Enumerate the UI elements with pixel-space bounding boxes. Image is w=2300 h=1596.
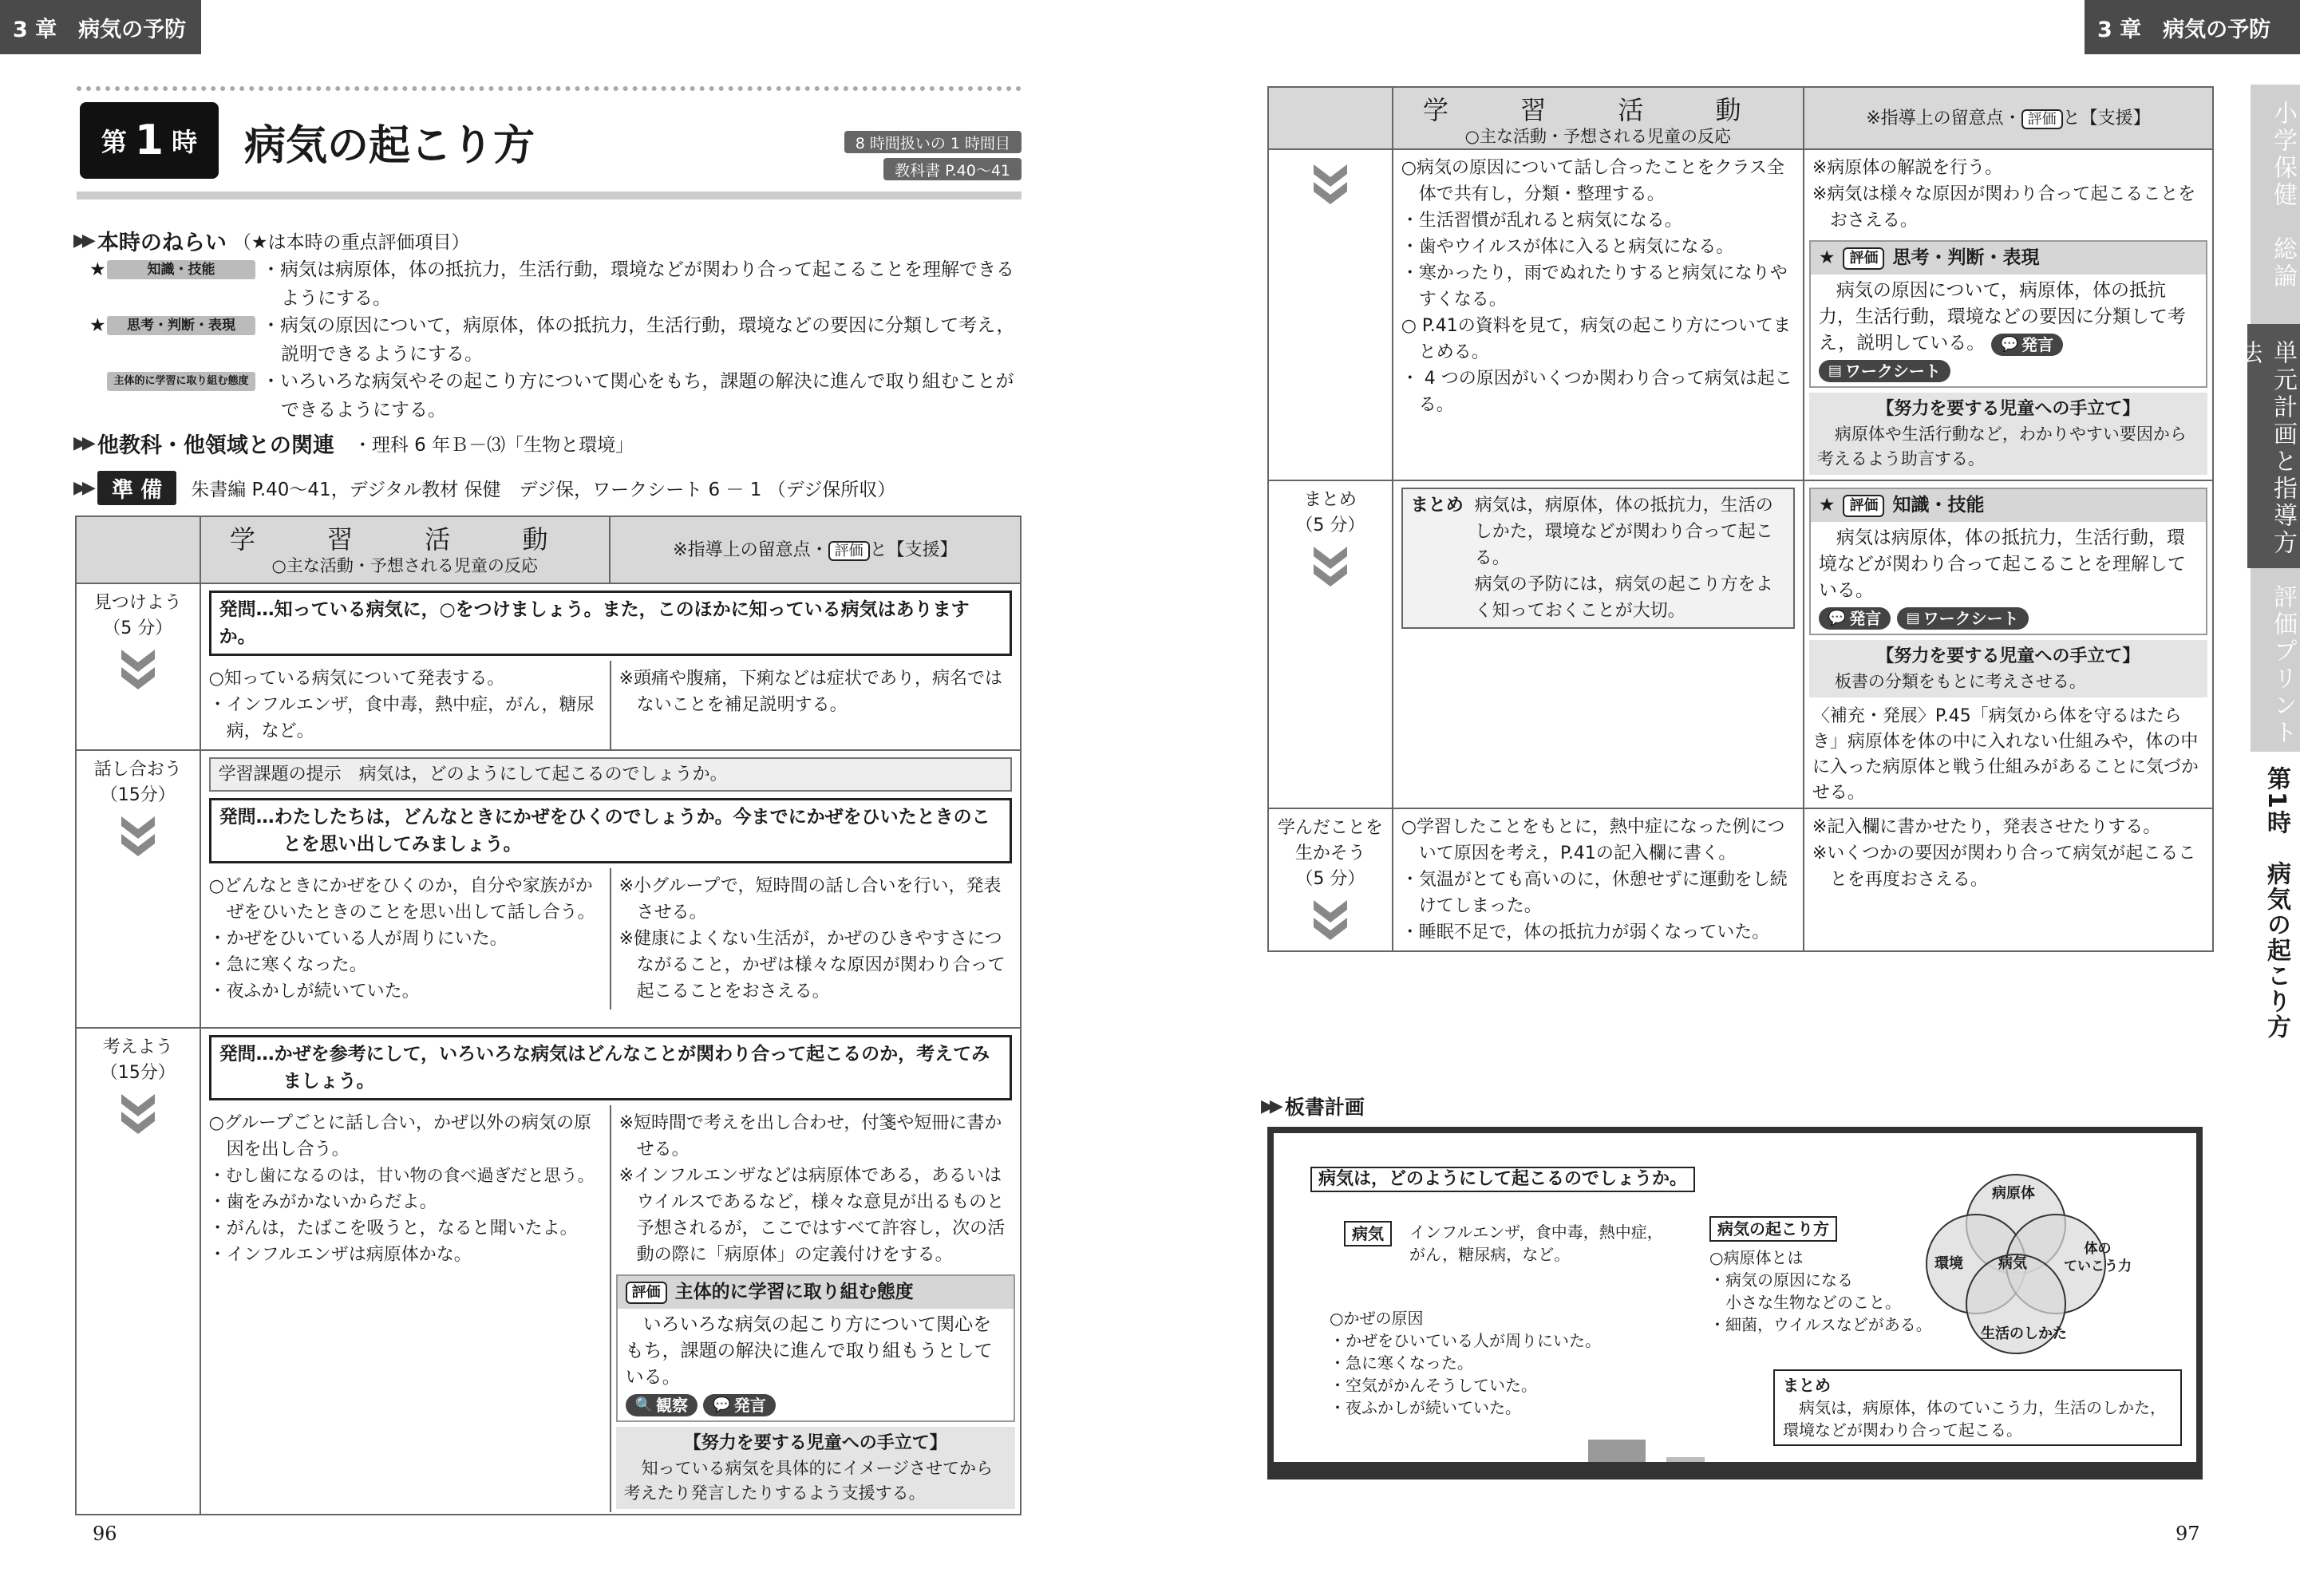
summary-box — [1401, 488, 1795, 629]
support-body: 板書の分類をもとに考えさせる。 — [1834, 672, 2086, 691]
note-line: ※いくつかの要因が関わり合って病気が起こることを再度おさえる。 — [1812, 843, 2196, 890]
chip-row — [1819, 604, 2198, 630]
eval-title: 主体的に学習に取り組む態度 — [674, 1282, 914, 1302]
question-text: 発問…わたしたちは，どんなときにかぜをひくのでしょうか。今までにかぜをひいたときのことを思い出してみましょう。 — [219, 807, 990, 855]
aim-badge: 主体的に学習に取り組む態度 — [107, 372, 255, 391]
question-text: 発問…かぜを参考にして，いろいろな病気はどんなことが関わり合って起こるのか，考えてみましょう。 — [219, 1044, 990, 1092]
table-row — [1268, 480, 2213, 808]
stage-label: 見つけよう — [93, 593, 182, 613]
board-how-text — [1709, 1246, 1932, 1336]
aim-badge: 知識・技能 — [107, 260, 255, 279]
board-how-label: 病気の起こり方 — [1709, 1216, 1837, 1242]
blackboard — [1267, 1127, 2203, 1479]
board-disease-label: 病気 — [1344, 1221, 1392, 1246]
activity-header-sub: ○主な活動・予想される児童の反応 — [1464, 127, 1731, 146]
activity-cell — [1393, 149, 1804, 480]
speech-bubble-icon: 💬 — [1828, 610, 1847, 626]
question-text: 発問…知っている病気に，○をつけましょう。また，このほかに知っている病気はありますか。 — [219, 599, 970, 647]
activity-header-label: 学 習 活 動 — [229, 524, 580, 555]
chip-label: 発言 — [1849, 609, 1882, 628]
board-line: インフルエンザ，食中毒，熱中症， — [1409, 1223, 1663, 1242]
chip-label: 観察 — [656, 1396, 688, 1415]
side-lesson-title: 第1時 病気の起こり方 — [2262, 766, 2290, 1040]
textbook-badge: 教科書 P.40～41 — [883, 158, 1022, 180]
board-cold-causes — [1330, 1307, 1601, 1419]
support-head: 【努力を要する児童への手立て】 — [1876, 399, 2140, 419]
arrow-icon: ▶▶ — [1261, 1096, 1278, 1116]
row-content — [200, 750, 1021, 1028]
table-row — [76, 1028, 1021, 1515]
board-line: ○病原体とは — [1709, 1248, 1804, 1267]
chevron-down-icon — [120, 1092, 156, 1137]
eval-text: 病気の原因について，病原体，体の抵抗力，生活行動，環境などの要因に分類して考え，説明している。 — [1818, 280, 2186, 354]
aim-item — [89, 367, 1023, 425]
chapter-tab-label: 3 章 病気の予防 — [13, 17, 187, 42]
support-box — [1809, 640, 2207, 697]
title-top-rule — [77, 86, 1022, 91]
activity-line: ・かぜをひいている人が周りにいた。 — [208, 929, 508, 949]
star-icon — [89, 367, 107, 425]
eval-body — [1811, 522, 2206, 634]
chapter-tab-label: 3 章 病気の予防 — [2097, 17, 2271, 42]
support-box — [616, 1427, 1015, 1509]
row-split — [201, 1105, 1020, 1512]
board-line: ・病気の原因になる — [1709, 1270, 1853, 1290]
activity-line: ・歯をみがかないからだよ。 — [208, 1192, 437, 1212]
eval-tag: 評価 — [1843, 495, 1884, 517]
board-line: がん，糖尿病，など。 — [1409, 1245, 1571, 1264]
aim-text: ・病気は病原体，体の抵抗力，生活行動，環境などが関わり合って起こることを理解できるようにする。 — [262, 259, 1014, 309]
lesson-number-box — [80, 102, 219, 179]
activity-line: ・むし歯になるのは，甘い物の食べ過ぎだと思う。 — [208, 1166, 595, 1185]
venn-label-bottom: 生活のしかた — [1981, 1325, 2067, 1342]
activity-table-right — [1267, 86, 2214, 952]
row-split — [201, 868, 1020, 1009]
star-icon: ★ — [89, 259, 106, 280]
board-line: 環境などが関わり合って起こる。 — [1783, 1420, 2022, 1440]
activity-cell — [1393, 808, 1804, 951]
stage-label: 話し合おう — [93, 760, 182, 780]
notes-cell — [1804, 808, 2213, 951]
prep-text: 朱書編 P.40～41，デジタル教材 保健 デジ保，ワークシート 6 － 1 （デジ保所収） — [191, 480, 896, 500]
task-box: 学習課題の提示 病気は，どのようにして起こるのでしょうか。 — [209, 757, 1012, 792]
aims-note: （★は本時の重点評価項目） — [232, 232, 470, 253]
board-line: ・細菌，ウイルスなどがある。 — [1709, 1315, 1932, 1334]
chip-speak — [1991, 334, 2063, 356]
activity-cell — [1393, 480, 1804, 808]
venn-label-right: 体の ていこう力 — [2064, 1241, 2132, 1274]
row-content — [200, 583, 1021, 750]
side-tab-label: 小学保健 総論 — [2269, 101, 2297, 290]
extension-note: 〈補充・発展〉P.45「病気から体を守るはたらき」病原体を体の中に入れない仕組みや，体の中に入った病原体と戦う仕組みがあることに気づかせる。 — [1812, 706, 2199, 803]
relation-title: 他教科・他領域との関連 — [97, 433, 334, 458]
table-row — [1268, 808, 2213, 951]
support-body: 知っている病気を具体的にイメージさせてから考えたり発言したりするよう支援する。 — [623, 1459, 993, 1503]
stage-cell — [76, 1028, 200, 1515]
table-header-activity — [1393, 87, 1804, 149]
eval-title: 思考・判断・表現 — [1892, 247, 2040, 268]
stage-time: （15分） — [100, 1063, 176, 1083]
stage-cell — [1268, 808, 1393, 951]
side-tab-label: 単元計画と指導方法 — [2234, 340, 2297, 557]
row-split — [201, 661, 1020, 749]
board-line: ・夜ふかしが続いていた。 — [1330, 1398, 1521, 1417]
note-line: ※短時間で考えを出し合わせ，付箋や短冊に書かせる。 — [618, 1113, 1002, 1159]
table-header-stage — [76, 516, 200, 583]
table-header-activity — [200, 516, 610, 583]
notes-cell — [1804, 149, 2213, 480]
board-line: 小さな生物などのこと。 — [1709, 1293, 1901, 1312]
activity-line: ・気温がとても高いのに，休憩せずに運動をし続けてしまった。 — [1401, 870, 1788, 916]
chevron-down-icon — [120, 648, 156, 693]
board-line: ・空気がかんそうしていた。 — [1330, 1376, 1537, 1395]
magnifier-icon: 🔍 — [634, 1396, 653, 1413]
note-line: ※頭痛や腹痛，下痢などは症状であり，病名ではないことを補足説明する。 — [618, 669, 1003, 715]
eval-tag: 評価 — [2021, 109, 2063, 129]
activity-line: ・インフルエンザ，食中毒，熱中症，がん，糖尿病，など。 — [208, 695, 595, 741]
stage-cell — [76, 750, 200, 1028]
speech-bubble-icon: 💬 — [2000, 336, 2018, 353]
note-line: ※病原体の解説を行う。 — [1812, 158, 2003, 178]
lesson-suffix: 時 — [172, 127, 198, 157]
eval-text: 病気は病原体，体の抵抗力，生活行動，環境などが関わり合って起こることを理解している。 — [1818, 527, 2186, 601]
support-head: 【努力を要する児童への手立て】 — [683, 1433, 947, 1453]
stage-cell — [76, 583, 200, 750]
table-header-notes — [1804, 87, 2213, 149]
stage-label: 学んだことを生かそう — [1277, 818, 1383, 863]
aims-title: 本時のねらい — [97, 231, 227, 255]
eval-tag: 評価 — [626, 1282, 667, 1304]
activity-cell — [201, 868, 611, 1009]
board-line: ○かぜの原因 — [1330, 1309, 1424, 1328]
eval-head — [1811, 489, 2206, 522]
side-tab-label: 評価プリント — [2269, 584, 2297, 747]
chip-speak — [703, 1394, 775, 1416]
activity-line: ・急に寒くなった。 — [208, 955, 367, 975]
title-bottom-rule — [77, 192, 1022, 200]
stage-label: まとめ — [1303, 490, 1357, 510]
activity-line: ○知っている病気について発表する。 — [208, 669, 505, 689]
eval-head — [1811, 242, 2206, 275]
aim-text: ・いろいろな病気やその起こり方について関心をもち，課題の解決に進んで取り組むことができるようにする。 — [262, 371, 1014, 421]
notes-header-post: と【支援】 — [869, 539, 958, 560]
notes-cell — [611, 868, 1020, 1009]
eval-head — [618, 1276, 1014, 1309]
support-body: 病原体や生活行動など，わかりやすい要因から考えるよう助言する。 — [1816, 425, 2187, 468]
table-header-notes — [610, 516, 1021, 583]
activity-line: ・歯やウイルスが体に入ると病気になる。 — [1401, 237, 1734, 257]
board-disease-text — [1409, 1221, 1663, 1266]
prep-heading — [73, 471, 895, 505]
stage-time: （15分） — [100, 785, 176, 805]
summary-line: 病気の予防には，病気の起こり方をよく知っておくことが大切。 — [1474, 575, 1773, 621]
board-heading — [1261, 1092, 1365, 1120]
activity-table-left — [75, 516, 1022, 1515]
aim-item — [89, 311, 1023, 369]
lesson-title: 病気の起こり方 — [244, 122, 535, 170]
eval-tag: 評価 — [828, 541, 870, 561]
chip-worksheet — [1819, 360, 1950, 382]
eval-text: いろいろな病気の起こり方について関心をもち，課題の解決に進んで取り組もうとしている。 — [625, 1314, 993, 1388]
notes-header-post: と【支援】 — [2062, 108, 2151, 128]
stage-time: （5 分） — [1295, 516, 1365, 535]
chevron-down-icon — [1312, 545, 1349, 590]
relation-heading — [73, 428, 634, 459]
summary-text — [1475, 492, 1785, 624]
activity-line: ・生活習慣が乱れると病気になる。 — [1401, 211, 1682, 231]
board-line: 病気は，病原体，体のていこう力，生活のしかた， — [1799, 1398, 2166, 1417]
board-line: ・かぜをひいている人が周りにいた。 — [1330, 1331, 1601, 1350]
eval-body — [1811, 275, 2206, 386]
worksheet-icon: ▤ — [1906, 610, 1920, 626]
venn-label-top: 病原体 — [1992, 1185, 2035, 1202]
chevron-down-icon — [1312, 899, 1349, 943]
question-box — [209, 591, 1012, 656]
relation-text: ・理科 6 年Ｂ－⑶「生物と環境」 — [353, 435, 634, 456]
eval-tag: 評価 — [1843, 247, 1884, 270]
summary-label: まとめ — [1410, 496, 1464, 516]
row-content — [200, 1028, 1021, 1515]
chip-label: 発言 — [2021, 335, 2053, 354]
stage-label: 考えよう — [102, 1037, 173, 1057]
board-question: 病気は，どのようにして起こるのでしょうか。 — [1310, 1167, 1695, 1192]
side-tab-unit-plan[interactable] — [2234, 324, 2300, 568]
activity-line: ・がんは，たばこを吸うと，なると聞いたよ。 — [208, 1219, 578, 1238]
lesson-prefix: 第 — [101, 127, 127, 157]
note-line: ※病気は様々な原因が関わり合って起こることをおさえる。 — [1812, 184, 2196, 231]
star-icon: ★ — [1818, 247, 1836, 268]
aim-badge: 思考・判断・表現 — [107, 316, 255, 335]
note-line: ※インフルエンザなどは病原体である，あるいはウイルスであるなど，様々な意見が出るものと予想されるが，ここではすべて許容し，次の活動の際に「病原体」の定義付けをする。 — [618, 1166, 1006, 1265]
board-line: ・急に寒くなった。 — [1330, 1353, 1473, 1373]
eraser-icon — [1588, 1440, 1646, 1462]
chip-worksheet — [1897, 607, 2029, 630]
activity-line: ○グループごとに話し合い，かぜ以外の病気の原因を出し合う。 — [208, 1113, 592, 1159]
activity-line: ・インフルエンザは病原体かな。 — [208, 1245, 472, 1265]
star-icon: ★ — [1818, 495, 1836, 516]
eval-body — [618, 1309, 1014, 1420]
arrow-icon: ▶▶ — [73, 478, 91, 498]
activity-cell — [201, 661, 611, 749]
table-header-row — [76, 516, 1021, 583]
summary-line: 病気は，病原体，体の抵抗力，生活のしかた，環境などが関わり合って起こる。 — [1474, 496, 1773, 568]
table-row — [1268, 149, 2213, 480]
notes-cell — [1804, 480, 2213, 808]
stage-cell — [1268, 480, 1393, 808]
stage-cell — [1268, 149, 1393, 480]
chevron-down-icon — [120, 815, 156, 859]
support-head: 【努力を要する児童への手立て】 — [1876, 646, 2140, 666]
worksheet-icon: ▤ — [1828, 362, 1842, 379]
star-icon: ★ — [89, 315, 106, 336]
activity-header-label: 学 習 活 動 — [1423, 95, 1773, 125]
activity-line: ○病気の原因について話し合ったことをクラス全体で共有し，分類・整理する。 — [1401, 158, 1784, 204]
venn-label-left: 環境 — [1934, 1255, 1963, 1272]
notes-header-pre: ※指導上の留意点・ — [673, 539, 828, 560]
stage-time: （5 分） — [1295, 869, 1365, 889]
eval-box — [616, 1274, 1015, 1422]
stage-time: （5 分） — [103, 618, 173, 638]
venn-label-center: 病気 — [1998, 1255, 2027, 1272]
activity-header-sub: ○主な活動・予想される児童の反応 — [271, 556, 538, 575]
page-number-left: 96 — [93, 1523, 117, 1545]
chip-label: ワークシート — [1844, 361, 1941, 381]
chapter-tab-left — [0, 0, 201, 54]
note-line: ※健康によくない生活が，かぜのひきやすさにつながること，かぜは様々な原因が関わり合って起こることをおさえる。 — [618, 929, 1006, 1001]
notes-header-pre: ※指導上の留意点・ — [1866, 108, 2021, 128]
chip-label: 発言 — [733, 1396, 766, 1415]
board-summary-label: まとめ — [1783, 1376, 1831, 1395]
table-row — [76, 750, 1021, 1028]
eval-box — [1809, 240, 2207, 388]
board-summary — [1773, 1369, 2182, 1446]
support-box — [1809, 393, 2207, 475]
notes-cell — [611, 661, 1020, 749]
activity-line: ・夜ふかしが続いていた。 — [208, 982, 420, 1001]
page-number-right: 97 — [2176, 1523, 2200, 1545]
question-box — [209, 1035, 1012, 1100]
arrow-icon: ▶▶ — [73, 231, 91, 251]
eval-title: 知識・技能 — [1892, 495, 1985, 516]
speech-bubble-icon: 💬 — [713, 1396, 731, 1413]
activity-line: ○どんなときにかぜをひくのか，自分や家族がかぜをひいたときのことを思い出して話し合う。 — [208, 876, 595, 922]
eval-box — [1809, 488, 2207, 635]
note-line: ※記入欄に書かせたり，発表させたりする。 — [1812, 817, 2161, 837]
chapter-tab-right — [2085, 0, 2300, 54]
chevron-down-icon — [1312, 163, 1349, 207]
arrow-icon: ▶▶ — [73, 433, 91, 453]
chalk-icon — [1666, 1457, 1705, 1462]
chip-label: ワークシート — [1923, 609, 2019, 628]
question-box — [209, 798, 1012, 863]
note-line: ※小グループで，短時間の話し合いを行い，発表させる。 — [618, 876, 1002, 922]
prep-badge: 準 備 — [97, 471, 176, 505]
activity-line: ・ 4 つの原因がいくつか関わり合って病気は起こる。 — [1401, 369, 1792, 415]
activity-line: ・睡眠不足で，体の抵抗力が弱くなっていた。 — [1401, 922, 1770, 942]
activity-line: ・寒かったり，雨でぬれたりすると病気になりやすくなる。 — [1401, 263, 1788, 310]
activity-line: ○ P.41の資料を見て，病気の起こり方についてまとめる。 — [1401, 316, 1791, 362]
activity-cell — [201, 1105, 611, 1512]
activity-line: ○学習したことをもとに，熱中症になった例について原因を考え，P.41の記入欄に書く。 — [1401, 817, 1785, 863]
table-row — [76, 583, 1021, 750]
side-tab-eval-print[interactable] — [2251, 568, 2300, 752]
side-tab-overview[interactable] — [2251, 85, 2300, 324]
table-header-row — [1268, 87, 2213, 149]
aim-text: ・病気の原因について，病原体，体の抵抗力，生活行動，環境などの要因に分類して考え，説明できるようにする。 — [262, 315, 1015, 365]
hours-badge: 8 時間扱いの 1 時間目 — [844, 131, 1022, 153]
aims-heading — [73, 225, 469, 256]
lesson-number: 1 — [134, 117, 164, 164]
chip-row — [626, 1391, 1006, 1417]
notes-cell — [611, 1105, 1020, 1512]
aim-item — [89, 255, 1023, 313]
table-header-stage — [1268, 87, 1393, 149]
chip-speak — [1819, 607, 1891, 630]
chip-observe — [626, 1394, 698, 1416]
board-title: 板書計画 — [1284, 1096, 1365, 1119]
